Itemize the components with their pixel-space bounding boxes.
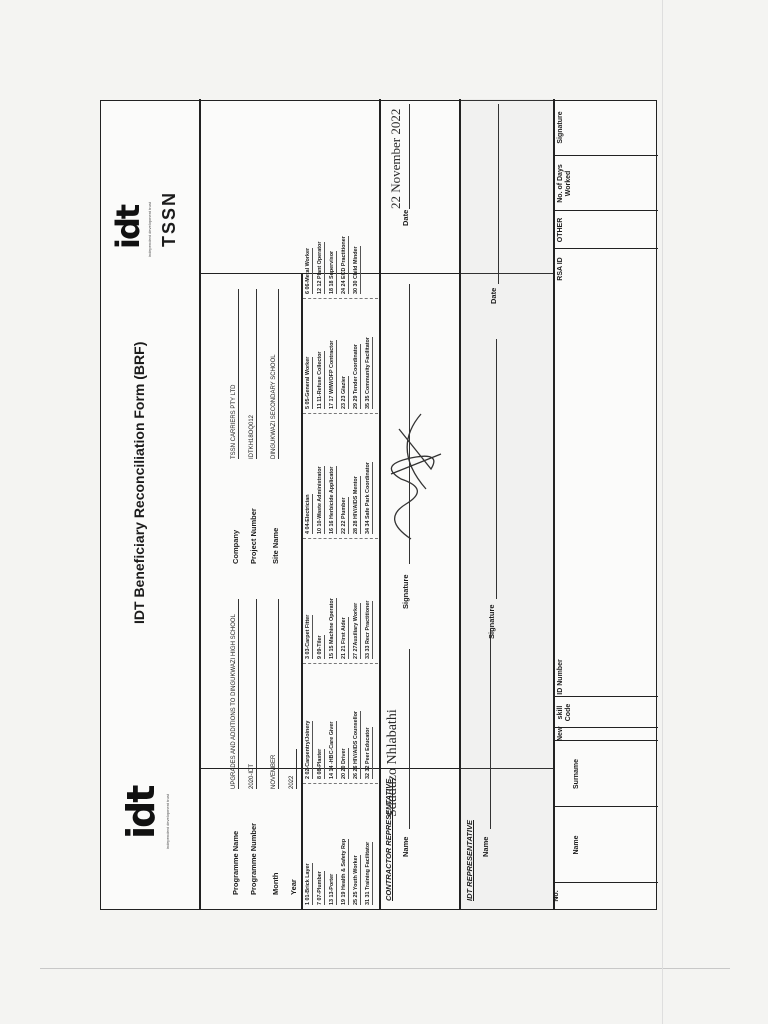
project-number-value: IDTKH18OQ012 (249, 289, 257, 459)
skill-code-item: 20 20 Driver (341, 748, 347, 779)
scan-crease (662, 0, 663, 1024)
col-header-new: New (557, 726, 564, 741)
skill-code-item: 15 15 Machine Operator (329, 598, 335, 659)
contractor-name-value: Sduduzo Nhlabathi (385, 709, 400, 817)
brf-form (100, 100, 657, 910)
col-header-id-number: ID Number (557, 659, 564, 695)
header-divider (199, 99, 201, 909)
skill-code-item: 35 35 Community Facilitator (365, 337, 371, 409)
skill-code-item: 14 14 -HBC-Care Giver (329, 721, 335, 779)
skill-code-item: 21 21 First Aider (341, 617, 347, 659)
skill-code-item: 22 22 Plumber (341, 497, 347, 534)
skill-code-item: 7 07-Plumber (317, 871, 323, 905)
col-header-skill-code: skill Code (557, 703, 572, 722)
skill-code-item: 32 32 Peer Educator (365, 727, 371, 779)
skill-code-item: 19 19 Health & Safety Rep (341, 838, 347, 905)
skill-code-item: 25 25 Youth Worker (353, 855, 359, 905)
contractor-signature (371, 399, 451, 549)
company-label: Company (231, 529, 240, 564)
idt-logo-tagline: independent development trust (165, 794, 170, 849)
skill-code-item: 26 26 HIV/AIDS Counsellor (353, 710, 359, 779)
skill-code-item: 30 30 Child Minder (353, 246, 359, 294)
col-header-surname: Surname (573, 759, 580, 789)
idt-signature-line (496, 339, 497, 599)
contractor-signature-label: Signature (401, 574, 410, 609)
idt-date-line (498, 104, 499, 284)
skill-code-item: 23 23 Glazier (341, 376, 347, 409)
skill-code-item: 27 27Auxiliary Worker (353, 602, 359, 659)
skills-column-divider (303, 413, 378, 414)
skill-code-item: 34 34 Safe Park Coordinator (365, 462, 371, 534)
skill-code-item: 13 13-Porter (329, 873, 335, 905)
skill-code-item: 31 31 Training Facilitator (365, 841, 371, 905)
skill-code-item: 29 29 Tender Coordinator (353, 344, 359, 409)
skill-code-item: 2 02-Carpentry/Joinery (305, 720, 311, 779)
idt-name-line (490, 629, 491, 829)
skill-code-item: 33 33 Recr Practitioner (365, 600, 371, 659)
year-value: 2022 (289, 749, 297, 789)
skill-code-item: 10 10-Waste Administrator (317, 466, 323, 534)
skill-code-item: 5 05-General Worker (305, 356, 311, 409)
skill-code-item: 18 18 Supervisor (329, 250, 335, 294)
idt-section-label: IDT REPRESENTATIVE (465, 820, 474, 901)
tssn-logo: TSSN (159, 190, 179, 247)
month-label: Month (271, 872, 280, 895)
contractor-name-line (409, 649, 410, 829)
idt-logo-right-tagline: independent development trust (147, 202, 152, 257)
skill-code-item: 16 16 Herbicide Applicator (329, 466, 335, 534)
skill-code-item: 3 03-Carpet Fitter (305, 614, 311, 659)
programme-name-value: UPGRADES AND ADDITIONS TO DINGUKWAZI HIGH SCHOOL (231, 599, 239, 789)
contractor-section-label: CONTRACTOR REPRESENTATIVE (384, 778, 393, 901)
year-label: Year (289, 879, 298, 895)
skill-code-item: 6 06-Metal Worker (305, 247, 311, 294)
col-rule-3 (553, 740, 658, 741)
col-header-name: Name (573, 835, 580, 855)
contractor-date-line (409, 104, 410, 209)
col-header-other: OTHER (557, 217, 564, 243)
skills-column-divider (303, 538, 378, 539)
skill-code-item: 1 01-Brick Layer (305, 863, 311, 905)
site-name-value: DINGUKWAZI SECONDARY SCHOOL (271, 289, 279, 459)
skill-code-item: 11 11-Refuse Collector (317, 351, 323, 409)
programme-number-value: 2020-IDT (249, 599, 257, 789)
idt-logo-right: idt (109, 205, 147, 249)
skill-code-item: 4 04-Electrician (305, 494, 311, 534)
project-number-label: Project Number (249, 508, 258, 564)
form-title: IDT Beneficiary Reconciliation Form (BRF) (131, 341, 147, 624)
contractor-date-label: Date (401, 209, 410, 226)
col-header-rsa-id: RSA ID (557, 257, 564, 281)
idt-bottom-rule (553, 99, 555, 909)
col-header-no: No. (553, 890, 560, 902)
contractor-name-label: Name (401, 836, 410, 857)
skills-column-divider (303, 298, 378, 299)
month-value: NOVEMBER (271, 599, 279, 789)
company-value: TSSN CARRIERS PTY LTD (231, 289, 239, 459)
col-header-signature: Signature (557, 111, 564, 144)
idt-name-label: Name (481, 836, 490, 857)
contractor-date-value: 22 November 2022 (388, 108, 403, 209)
skill-code-item: 28 28 HIV/AIDS Mentor (353, 476, 359, 534)
idt-date-label: Date (489, 287, 498, 304)
col-rule-6 (553, 248, 658, 249)
skill-code-item: 9 09-Tiler (317, 635, 323, 659)
skill-code-item: 17 17 WfW/OFP Contractor (329, 340, 335, 409)
col-rule-2 (553, 806, 658, 807)
skill-code-item: 8 08-Plaster (317, 748, 323, 779)
idt-logo: idt (119, 786, 163, 839)
scan-edge (40, 968, 730, 969)
programme-name-label: Programme Name (231, 830, 240, 895)
skills-top-rule (301, 274, 303, 909)
col-rule-1 (553, 882, 658, 883)
skills-column-divider (303, 783, 378, 784)
skill-code-item: 24 24 ECD Practitioner (341, 236, 347, 294)
col-header-days-worked: No. of Days Worked (557, 164, 572, 203)
idt-signature-label: Signature (487, 604, 496, 639)
site-name-label: Site Name (271, 527, 280, 564)
programme-number-label: Programme Number (249, 822, 258, 895)
idt-section-shade (461, 99, 553, 909)
skills-column-divider (303, 663, 378, 664)
skill-code-item: 12 12 Plant Operator (317, 241, 323, 294)
